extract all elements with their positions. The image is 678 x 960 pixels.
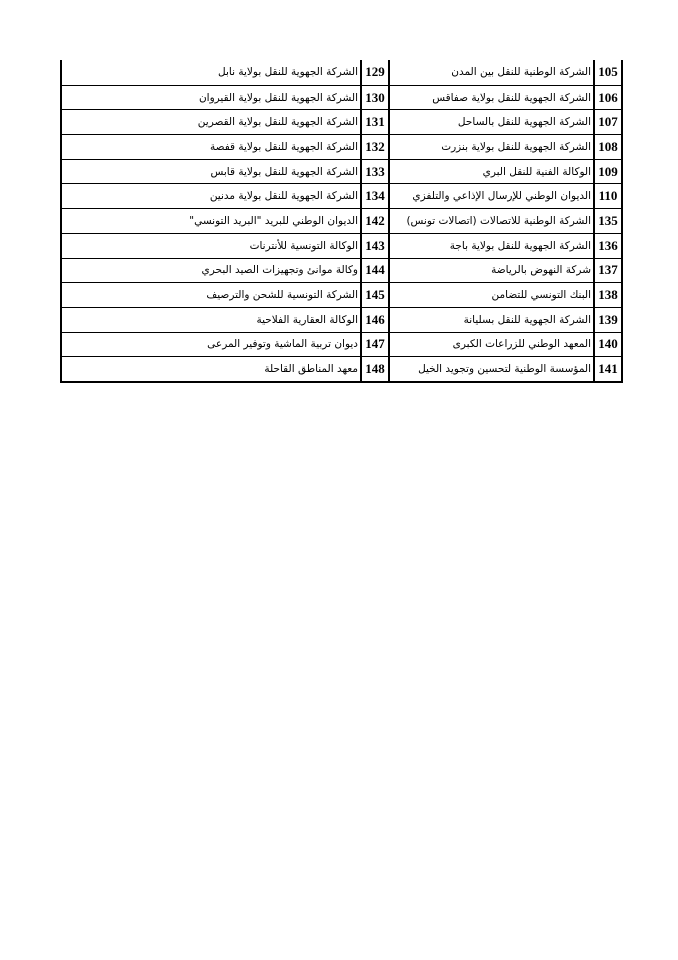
table-row (60, 134, 623, 159)
table-row (60, 356, 623, 381)
row-number: 106 (593, 86, 623, 110)
institution-name: شركة النهوض بالرياضة (491, 264, 591, 277)
institution-name: وكالة موانئ وتجهيزات الصيد البحري (60, 259, 360, 283)
institution-name: الشركة الجهوية للنقل بولاية القيروان (60, 86, 360, 110)
institution-name: الديوان الوطني للإرسال الإذاعي والتلفزي (412, 190, 591, 203)
institution-name: الوكالة الفنية للنقل البري (482, 165, 591, 178)
table-row (60, 60, 623, 85)
table-row (60, 208, 623, 233)
row-number: 131 (360, 110, 390, 134)
table-row (60, 282, 623, 307)
row-number: 109 (593, 160, 623, 184)
row-number: 134 (360, 184, 390, 208)
row-number: 143 (360, 234, 390, 258)
row-number: 130 (360, 86, 390, 110)
institution-name: الشركة الجهوية للنقل بالساحل (457, 116, 591, 129)
table-row (60, 85, 623, 110)
institution-name: الشركة الجهوية للنقل بسليانة (463, 313, 591, 326)
row-number: 144 (360, 259, 390, 283)
table-row (60, 233, 623, 258)
table-row (60, 258, 623, 283)
row-number: 107 (593, 110, 623, 134)
institution-name: الشركة التونسية للشحن والترصيف (60, 283, 360, 307)
row-number: 141 (593, 357, 623, 381)
row-number: 136 (593, 234, 623, 258)
institution-name: البنك التونسي للتضامن (491, 289, 591, 302)
row-number: 105 (593, 60, 623, 85)
institution-name: الشركة الجهوية للنقل بولاية قابس (60, 160, 360, 184)
institutions-table (60, 60, 623, 383)
institution-name: الشركة الجهوية للنقل بولاية نابل (60, 60, 360, 85)
institution-name: الشركة الجهوية للنقل بولاية باجة (449, 239, 591, 252)
row-number: 135 (593, 209, 623, 233)
institution-name: الوكالة التونسية للأنترنات (60, 234, 360, 258)
table-row (60, 109, 623, 134)
row-number: 110 (593, 184, 623, 208)
table-row (60, 307, 623, 332)
institution-name: الديوان الوطني للبريد "البريد التونسي" (60, 209, 360, 233)
row-number: 137 (593, 259, 623, 283)
row-number: 145 (360, 283, 390, 307)
institution-name: الشركة الجهوية للنقل بولاية بنزرت (441, 140, 591, 153)
institution-name: الشركة الجهوية للنقل بولاية مدنين (60, 184, 360, 208)
institution-name: ديوان تربية الماشية وتوفير المرعى (60, 333, 360, 357)
table-row (60, 159, 623, 184)
table-row (60, 183, 623, 208)
institution-name: الوكالة العقارية الفلاحية (60, 308, 360, 332)
institution-name: الشركة الجهوية للنقل بولاية صفاقس (432, 91, 591, 104)
row-number: 139 (593, 308, 623, 332)
row-number: 148 (360, 357, 390, 381)
row-number: 142 (360, 209, 390, 233)
institution-name: الشركة الجهوية للنقل بولاية القصرين (60, 110, 360, 134)
row-number: 140 (593, 333, 623, 357)
institution-name: المعهد الوطني للزراعات الكبرى (452, 338, 591, 351)
institution-name: معهد المناطق القاحلة (60, 357, 360, 381)
row-number: 133 (360, 160, 390, 184)
row-number: 132 (360, 135, 390, 159)
row-number: 147 (360, 333, 390, 357)
institution-name: الشركة الوطنية للنقل بين المدن (451, 66, 591, 79)
row-number: 108 (593, 135, 623, 159)
institution-name: الشركة الوطنية للاتصالات (اتصالات تونس) (406, 214, 591, 227)
institution-name: الشركة الجهوية للنقل بولاية قفصة (60, 135, 360, 159)
row-number: 138 (593, 283, 623, 307)
row-number: 146 (360, 308, 390, 332)
table-row (60, 332, 623, 357)
institution-name: المؤسسة الوطنية لتحسين وتجويد الخيل (418, 363, 591, 376)
row-number: 129 (360, 60, 390, 85)
